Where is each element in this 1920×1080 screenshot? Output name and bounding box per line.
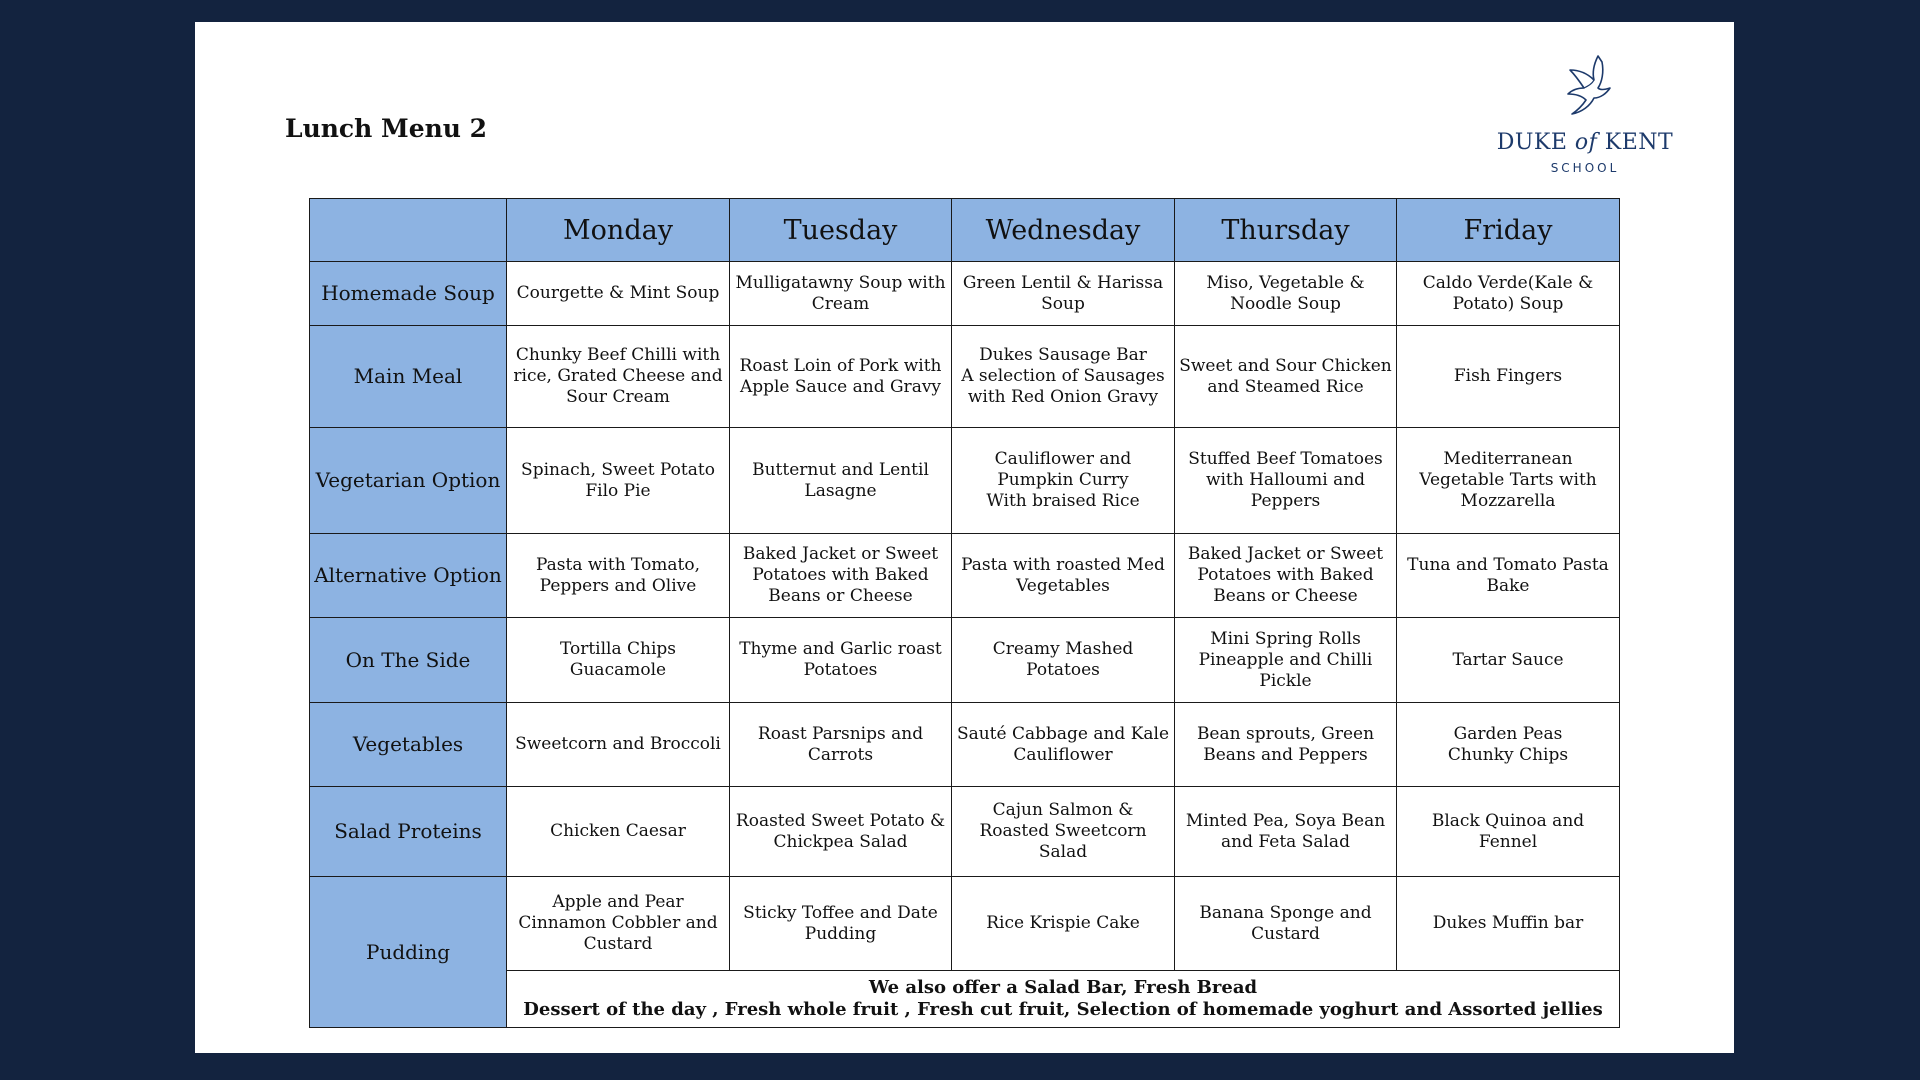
logo-wordmark: DUKE of KENT [1496,130,1674,155]
menu-cell: Roasted Sweet Potato & Chickpea Salad [730,787,952,877]
menu-cell: Cauliflower and Pumpkin Curry With braised Rice [952,428,1175,534]
menu-document [195,22,1734,1053]
row-label: Alternative Option [310,534,507,618]
menu-cell: Garden Peas Chunky Chips [1397,703,1620,787]
footer-row [310,971,1620,1028]
corner-cell [310,199,507,262]
menu-cell: Green Lentil & Harissa Soup [952,262,1175,326]
day-header: Friday [1397,199,1620,262]
menu-cell: Black Quinoa and Fennel [1397,787,1620,877]
menu-cell: Sweet and Sour Chicken and Steamed Rice [1175,326,1397,428]
table-row [310,703,1620,787]
menu-cell: Baked Jacket or Sweet Potatoes with Baked Beans or Cheese [1175,534,1397,618]
menu-cell: Chicken Caesar [507,787,730,877]
table-row [310,534,1620,618]
logo-subtitle: SCHOOL [1550,161,1620,175]
menu-cell: Chunky Beef Chilli with rice, Grated Cheese and Sour Cream [507,326,730,428]
header-row [310,199,1620,262]
menu-cell: Cajun Salmon & Roasted Sweetcorn Salad [952,787,1175,877]
row-label: Salad Proteins [310,787,507,877]
menu-cell: Banana Sponge and Custard [1175,877,1397,971]
menu-cell: Roast Parsnips and Carrots [730,703,952,787]
menu-cell: Spinach, Sweet Potato Filo Pie [507,428,730,534]
menu-cell: Tuna and Tomato Pasta Bake [1397,534,1620,618]
menu-cell: Roast Loin of Pork with Apple Sauce and Gravy [730,326,952,428]
menu-cell: Thyme and Garlic roast Potatoes [730,618,952,703]
row-label: Pudding [310,877,507,1028]
table-row [310,428,1620,534]
menu-cell: Bean sprouts, Green Beans and Peppers [1175,703,1397,787]
table-row [310,262,1620,326]
menu-cell: Mini Spring Rolls Pineapple and Chilli Pickle [1175,618,1397,703]
extras-note [507,971,1620,1028]
menu-cell: Tartar Sauce [1397,618,1620,703]
row-label: Vegetarian Option [310,428,507,534]
menu-cell: Fish Fingers [1397,326,1620,428]
menu-cell: Creamy Mashed Potatoes [952,618,1175,703]
table-row [310,618,1620,703]
day-header: Thursday [1175,199,1397,262]
table-row [310,877,1620,971]
school-logo [1495,52,1675,202]
menu-cell: Courgette & Mint Soup [507,262,730,326]
menu-cell: Pasta with Tomato, Peppers and Olive [507,534,730,618]
menu-cell: Sauté Cabbage and Kale Cauliflower [952,703,1175,787]
day-header: Monday [507,199,730,262]
menu-cell: Rice Krispie Cake [952,877,1175,971]
day-header: Tuesday [730,199,952,262]
menu-cell: Mediterranean Vegetable Tarts with Mozzarella [1397,428,1620,534]
menu-cell: Butternut and Lentil Lasagne [730,428,952,534]
extras-line-1: We also offer a Salad Bar, Fresh Bread [868,977,1258,998]
row-label: Vegetables [310,703,507,787]
row-label: Main Meal [310,326,507,428]
page-title: Lunch Menu 2 [285,114,488,143]
menu-cell: Baked Jacket or Sweet Potatoes with Baked Beans or Cheese [730,534,952,618]
menu-cell: Miso, Vegetable & Noodle Soup [1175,262,1397,326]
menu-cell: Caldo Verde(Kale & Potato) Soup [1397,262,1620,326]
table-row [310,326,1620,428]
row-label: Homemade Soup [310,262,507,326]
menu-cell: Sticky Toffee and Date Pudding [730,877,952,971]
menu-cell: Stuffed Beef Tomatoes with Halloumi and Peppers [1175,428,1397,534]
menu-cell: Apple and Pear Cinnamon Cobbler and Custard [507,877,730,971]
menu-cell: Tortilla Chips Guacamole [507,618,730,703]
day-header: Wednesday [952,199,1175,262]
table-row [310,787,1620,877]
row-label: On The Side [310,618,507,703]
menu-cell: Mulligatawny Soup with Cream [730,262,952,326]
menu-cell: Pasta with roasted Med Vegetables [952,534,1175,618]
lunch-menu-table [309,198,1620,1028]
extras-line-2: Dessert of the day , Fresh whole fruit , Fresh cut fruit, Selection of homemade yoghurt and Assorted jellies [523,999,1603,1020]
menu-cell: Sweetcorn and Broccoli [507,703,730,787]
dove-icon [1550,52,1620,122]
menu-cell: Minted Pea, Soya Bean and Feta Salad [1175,787,1397,877]
menu-cell: Dukes Sausage Bar A selection of Sausages with Red Onion Gravy [952,326,1175,428]
menu-cell: Dukes Muffin bar [1397,877,1620,971]
